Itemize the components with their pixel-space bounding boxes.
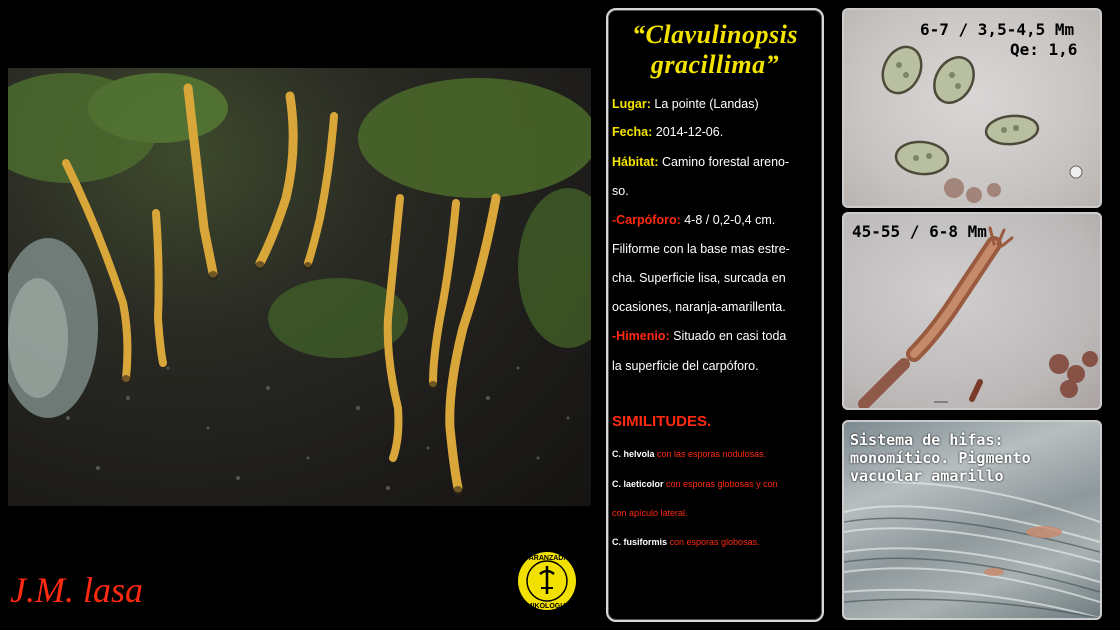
- carpoforo-label: -Carpóforo:: [612, 213, 681, 227]
- description-panel: [606, 8, 824, 622]
- carpoforo-line3: cha. Superficie lisa, surcada en: [612, 271, 786, 285]
- himenio-value: Situado en casi toda: [669, 329, 787, 343]
- micrograph-spores: [842, 8, 1102, 208]
- similitude-item: [612, 537, 760, 547]
- spores-size-label: 6-7 / 3,5-4,5 Mm: [920, 20, 1075, 39]
- similitude-name: C. fusiformis: [612, 537, 668, 547]
- aranzadi-seal-logo: [516, 550, 578, 612]
- similitude-item: [612, 479, 778, 489]
- himenio-label: -Himenio:: [612, 329, 670, 343]
- hyphae-text-line1: Sistema de hifas:: [850, 431, 1004, 449]
- micrograph-basidia: [842, 212, 1102, 410]
- lugar-label: Lugar:: [612, 97, 651, 111]
- seal-top-text: ARANZADI: [528, 555, 566, 562]
- hyphae-text-line3: vacuolar amarillo: [850, 467, 1004, 485]
- carpoforo-line2: Filiforme con la base mas estre-: [612, 242, 790, 256]
- carpoforo-value: 4-8 / 0,2-0,4 cm.: [680, 213, 776, 227]
- species-title-line2: gracillima”: [650, 50, 780, 79]
- signature-text: J.M. lasa: [10, 570, 143, 610]
- himenio-row: [612, 329, 786, 343]
- main-photo: [8, 68, 591, 506]
- photographer-signature: [8, 566, 198, 616]
- habitat-row: [612, 155, 789, 169]
- similitudes-heading: SIMILITUDES.: [612, 413, 712, 430]
- fecha-value: 2014-12-06.: [652, 125, 724, 139]
- similitude-desc-cont: con apículo lateral.: [612, 508, 688, 518]
- habitat-value: Camino forestal areno-: [658, 155, 790, 169]
- similitude-desc: con las esporas nodulosas.: [654, 449, 767, 459]
- similitude-desc: con esporas globosas y con: [663, 479, 778, 489]
- lugar-row: [612, 97, 759, 111]
- similitude-desc: con esporas globosas.: [667, 537, 760, 547]
- species-title: [608, 10, 822, 80]
- similitude-item-cont: [612, 508, 688, 518]
- fecha-label: Fecha:: [612, 125, 653, 139]
- habitat-cont: so.: [612, 184, 629, 198]
- similitude-name: C. helvola: [612, 449, 655, 459]
- similitude-name: C. laeticolor: [612, 479, 664, 489]
- carpoforo-row: [612, 213, 775, 227]
- hyphae-text-line2: monomítico. Pigmento: [850, 449, 1031, 467]
- fecha-row: [612, 125, 723, 139]
- lugar-value: La pointe (Landas): [650, 97, 759, 111]
- similitude-item: [612, 449, 766, 459]
- carpoforo-line4: ocasiones, naranja-amarillenta.: [612, 300, 786, 314]
- seal-bottom-text: MIKOLOGIA: [526, 603, 568, 610]
- micrograph-hyphae: [842, 420, 1102, 620]
- habitat-label: Hábitat:: [612, 155, 659, 169]
- species-title-line1: “Clavulinopsis: [632, 20, 798, 49]
- basidia-size-label: 45-55 / 6-8 Mm: [852, 222, 987, 241]
- himenio-line2: la superficie del carpóforo.: [612, 359, 759, 373]
- spores-qe-label: Qe: 1,6: [1010, 40, 1078, 59]
